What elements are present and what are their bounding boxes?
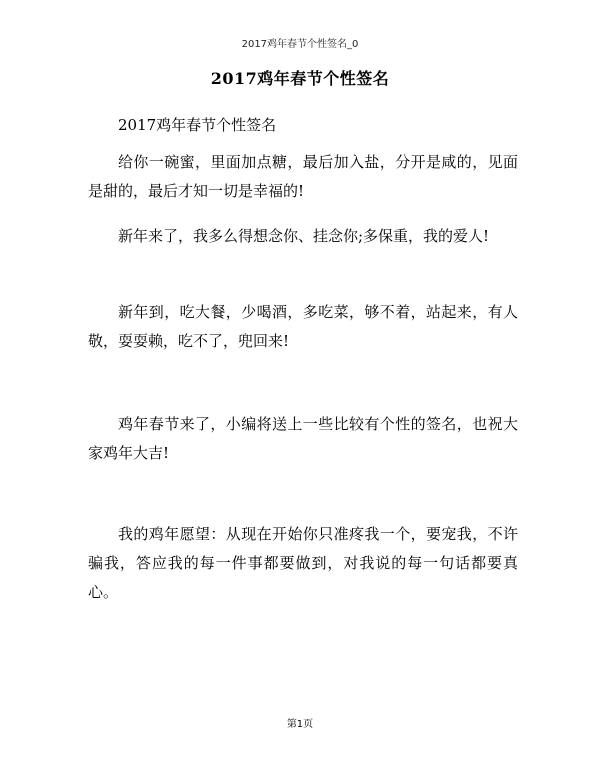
paragraph-2: 新年来了，我多么得想念你、挂念你;多保重，我的爱人! [118, 227, 490, 245]
paragraph-4: 鸡年春节来了，小编将送上一些比较有个性的签名，也祝大家鸡年大吉! [88, 415, 518, 462]
paragraph-5: 我的鸡年愿望：从现在开始你只准疼我一个，要宠我，不许骗我，答应我的每一件事都要做到，对我说的每一句话都要真心。 [88, 525, 518, 601]
paragraph-1: 给你一碗蜜，里面加点糖，最后加入盐，分开是咸的，见面是甜的，最后才知一切是幸福的! [88, 153, 518, 200]
running-header: 2017鸡年春节个性签名_0 [241, 39, 359, 50]
document-subtitle: 2017鸡年春节个性签名 [118, 116, 277, 134]
page-number: 第1页 [286, 719, 314, 730]
paragraph-3: 新年到，吃大餐，少喝酒，多吃菜，够不着，站起来，有人敬，耍耍赖，吃不了，兜回来! [88, 303, 518, 350]
document-title: 2017鸡年春节个性签名 [210, 69, 390, 88]
